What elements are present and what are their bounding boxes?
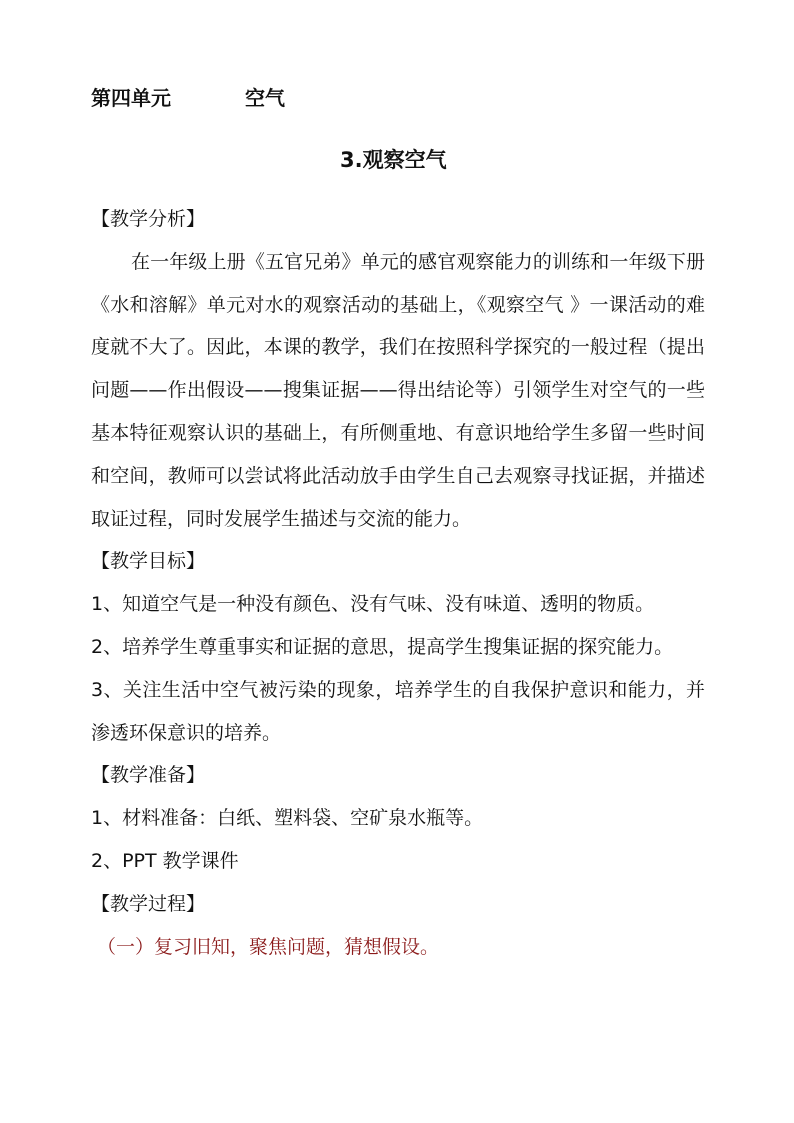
- analysis-paragraph: 在一年级上册《五官兄弟》单元的感官观察能力的训练和一年级下册《水和溶解》单元对水的观察活动的基础上，《观察空气 》一课活动的难度就不大了。因此，本课的教学，我们在按照科学探究的一般过程（提出问题——作出假设——搜集证据——得出结论等）引领学生对空气的一些基本特征观察认识的基础上，有所侧重地、有意识地给学生多留一些时间和空间，教师可以尝试将此活动放手由学生自己去观察寻找证据，并描述取证过程，同时发展学生描述与交流的能力。: [91, 250, 705, 530]
- document-body: [91, 198, 705, 968]
- unit-label: 第四单元: [91, 86, 171, 110]
- objective-item: 1、知道空气是一种没有颜色、没有气味、没有味道、透明的物质。: [91, 593, 655, 616]
- objective-item: 3、关注生活中空气被污染的现象，培养学生的自我保护意识和能力，并渗透环保意识的培养。: [91, 678, 705, 744]
- lesson-title: 3.观察空气: [340, 148, 447, 172]
- section-heading-preparation: 【教学准备】: [91, 764, 206, 787]
- process-step-1: （一）复习旧知，聚焦问题，猜想假设。: [97, 935, 440, 958]
- unit-header: [91, 84, 285, 112]
- objective-item: 2、培养学生尊重事实和证据的意思，提高学生搜集证据的探究能力。: [91, 635, 674, 658]
- preparation-item: 2、PPT 教学课件: [91, 849, 239, 872]
- section-heading-analysis: 【教学分析】: [91, 208, 206, 230]
- preparation-item: 1、材料准备：白纸、塑料袋、空矿泉水瓶等。: [91, 807, 484, 830]
- section-heading-objectives: 【教学目标】: [91, 550, 206, 573]
- section-heading-process: 【教学过程】: [91, 892, 206, 915]
- unit-topic: 空气: [245, 86, 285, 110]
